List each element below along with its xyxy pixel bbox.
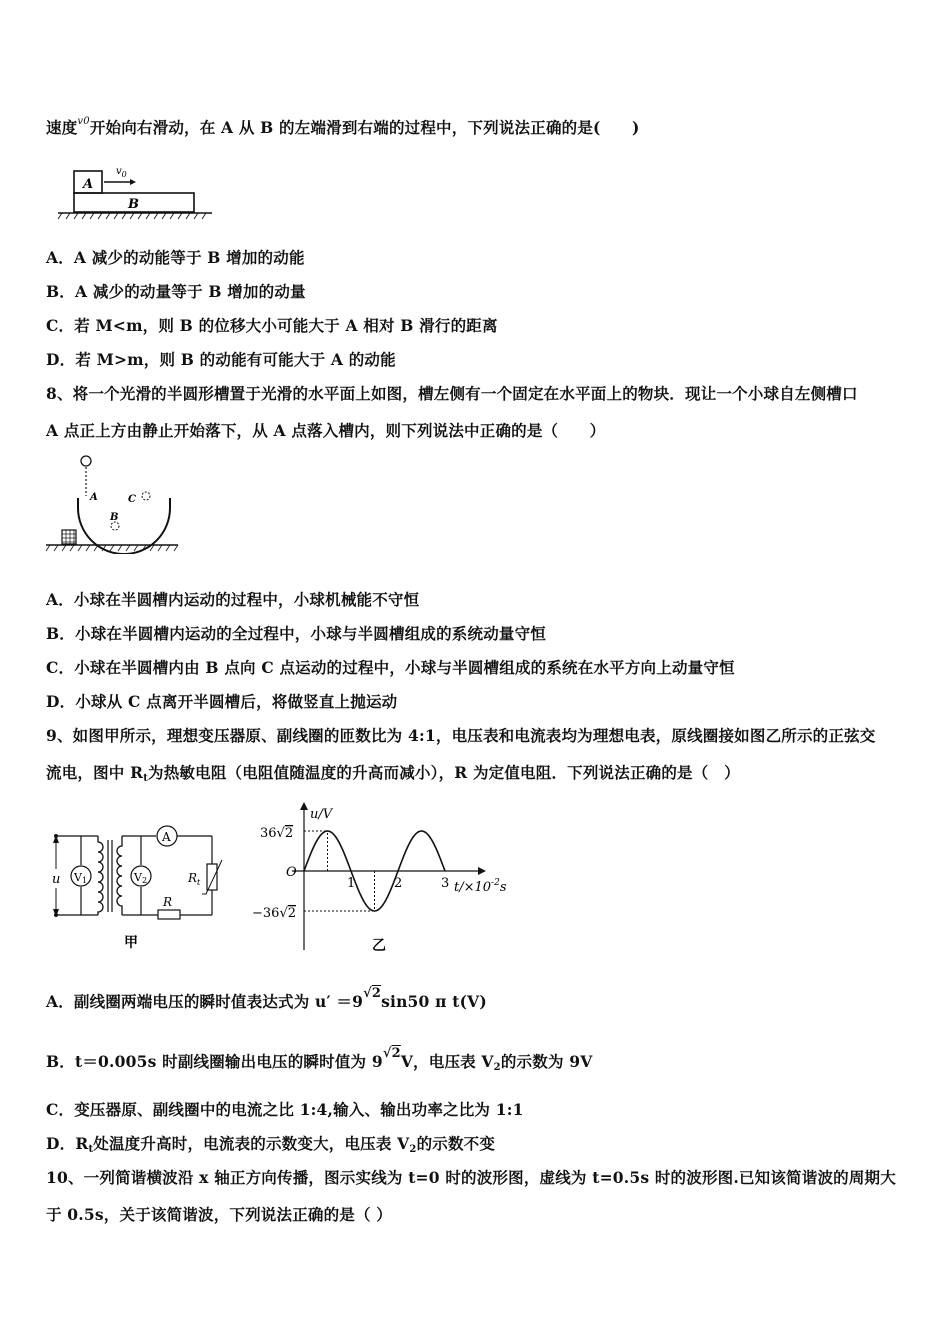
point-a-label: A [90, 492, 98, 503]
q9-stem-line-2: 流电，图中 Rt为热敏电阻（电阻值随温度的升高而减小），R 为定值电阻．下列说法正确的是（ ） [46, 763, 740, 784]
svg-text:Rt: $R_t$ [188, 871, 201, 887]
x-axis-arrow-icon [478, 867, 486, 875]
origin-label: O [286, 865, 297, 880]
q10-stem-line-2: 于 0.5s，关于该简谐波，下列说法正确的是（ ） [46, 1205, 392, 1224]
q7-option-c: C．若 M<m，则 B 的位移大小可能大于 A 相对 B 滑行的距离 [46, 316, 498, 335]
q8-stem-line-2: A 点正上方由静止开始落下，从 A 点落入槽内，则下列说法中正确的是（ ） [46, 421, 606, 440]
input-voltage-label: u [52, 872, 61, 887]
x-tick-label: 1 [347, 876, 356, 891]
q8-option-a: A．小球在半圆槽内运动的过程中，小球机械能不守恒 [46, 590, 420, 609]
q8-option-b: B．小球在半圆槽内运动的全过程中，小球与半圆槽组成的系统动量守恒 [46, 624, 547, 643]
x-tick-label: 3 [441, 876, 450, 891]
y-max-label: 36√2 [260, 826, 294, 841]
q9-option-b: B．t＝0.005s 时副线圈输出电压的瞬时值为 $9^{√2}V$，电压表 V2的示数为 9V [46, 1046, 593, 1073]
q7-option-d: D．若 M>m，则 B 的动能有可能大于 A 的动能 [46, 350, 396, 369]
x-axis-label: $t/\times 10^{-2}s$ [454, 878, 507, 895]
figure-yi-caption: 乙 [372, 938, 386, 954]
y-axis-label: u/V [310, 807, 333, 822]
thermistor [207, 864, 217, 890]
resistor-r-label: R [163, 895, 173, 909]
resistor-r [158, 910, 180, 919]
secondary-coil [117, 836, 122, 915]
ammeter-label: A [162, 830, 171, 844]
point-b-label: B [110, 512, 119, 523]
q8-option-c: C．小球在半圆槽内由 B 点向 C 点运动的过程中，小球与半圆槽组成的系统在水平方向上动量守恒 [46, 658, 735, 677]
q9-circuit-figure [46, 822, 226, 952]
q7-option-b: B．A 减少的动量等于 B 增加的动量 [46, 282, 306, 301]
block-a-label: A [83, 177, 94, 192]
figure-jia-caption: 甲 [124, 935, 138, 951]
svg-text:V2: V2 [134, 871, 148, 885]
svg-text:V1: V1 [74, 871, 88, 885]
ball-icon [81, 456, 91, 466]
q9-sine-chart [244, 800, 534, 960]
ball-b-icon [111, 522, 119, 530]
velocity-label: $v_0$ [116, 166, 127, 179]
q7-stem-start: 速度 [46, 118, 78, 137]
primary-coil [98, 836, 103, 915]
q8-figure [42, 450, 182, 554]
q8-option-d: D．小球从 C 点离开半圆槽后，将做竖直上抛运动 [46, 692, 398, 711]
q8-stem-line-1: 8、将一个光滑的半圆形槽置于光滑的水平面上如图，槽左侧有一个固定在水平面上的物块．现让一个小球自左侧槽口 [46, 384, 858, 403]
q7-figure [56, 160, 216, 222]
q7-option-a: A．A 减少的动能等于 B 增加的动能 [46, 248, 305, 267]
q9-option-d: D．Rt处温度升高时，电流表的示数变大，电压表 V2的示数不变 [46, 1134, 496, 1155]
q9-option-a: A．副线圈两端电压的瞬时值表达式为 $u' =9^{√2}\sin 50$ π t(V) [46, 986, 487, 1011]
block-b-label: B [128, 197, 139, 212]
q10-stem-line-1: 10、一列简谐横波沿 x 轴正方向传播，图示实线为 t=0 时的波形图，虚线为 t=0.5s 时的波形图.已知该简谐波的周期大 [46, 1168, 896, 1187]
y-min-label: −36√2 [252, 906, 297, 921]
q7-stem [46, 116, 640, 138]
q7-v0: v0 [77, 116, 90, 127]
y-axis-arrow-icon [300, 802, 308, 810]
arrow-right-icon [130, 179, 136, 185]
ball-c-icon [142, 492, 150, 500]
q9-stem-line-1: 9、如图甲所示，理想变压器原、副线圈的匝数比为 4:1，电压表和电流表均为理想电表，原线圈接如图乙所示的正弦交 [46, 726, 876, 745]
x-tick-label: 2 [394, 876, 403, 891]
q7-stem-rest: 开始向右滑动，在 A 从 B 的左端滑到右端的过程中，下列说法正确的是( ) [89, 118, 640, 137]
point-c-label: C [128, 494, 136, 505]
q9-option-c: C．变压器原、副线圈中的电流之比 1:4,输入、输出功率之比为 1:1 [46, 1100, 524, 1119]
